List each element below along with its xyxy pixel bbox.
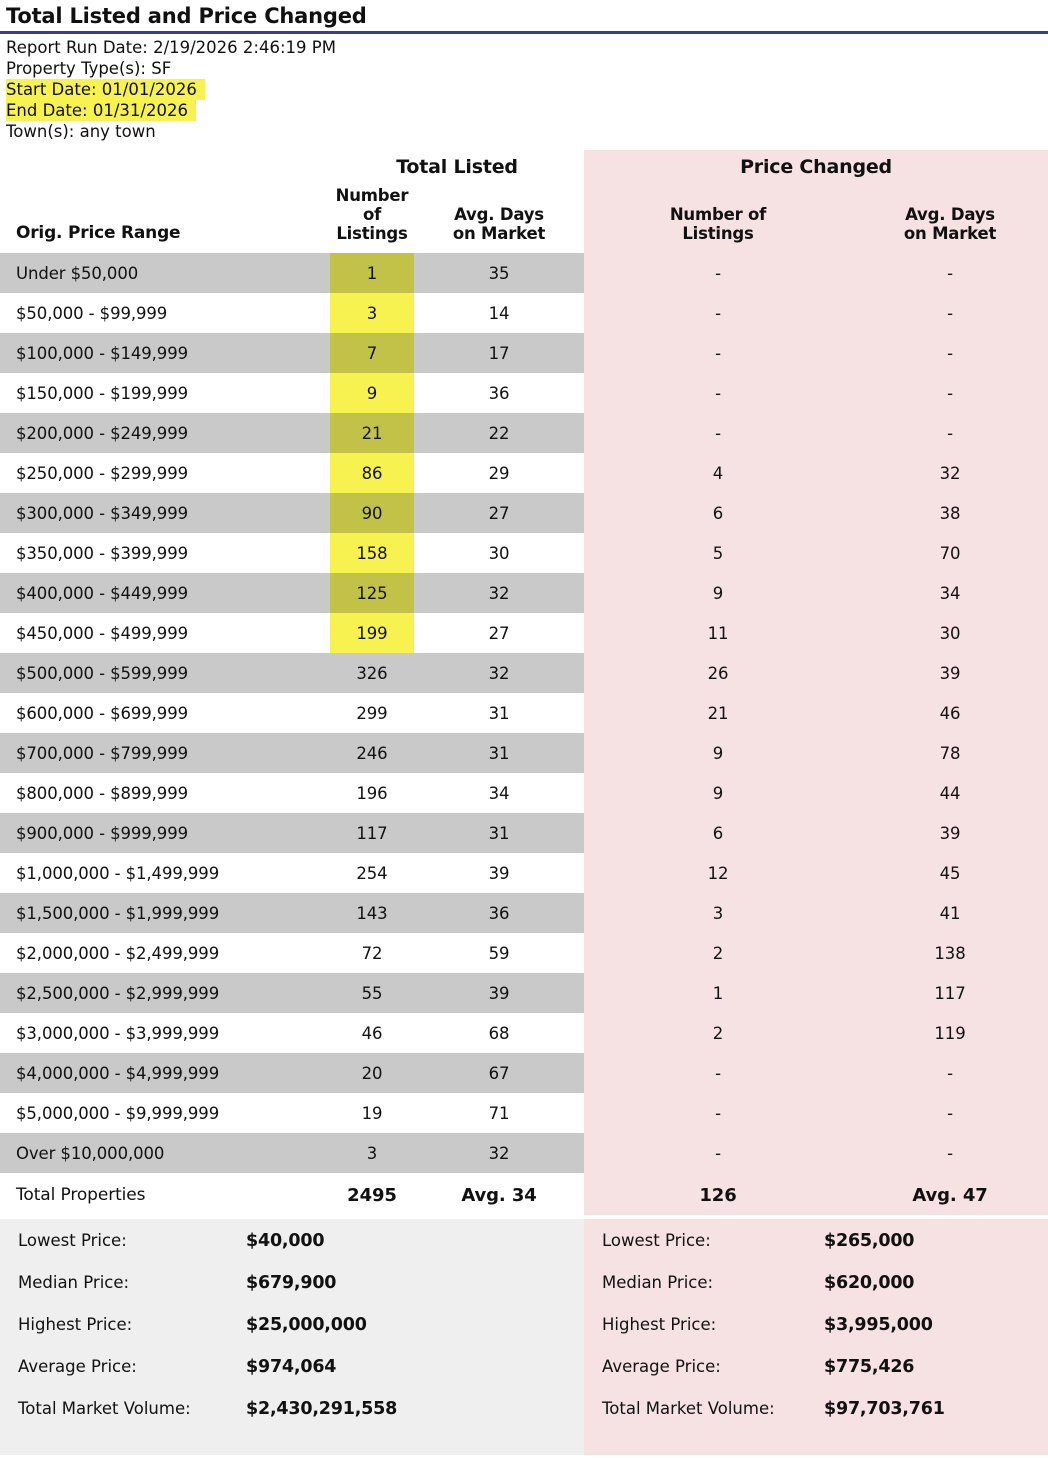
cell-total-listed-number: 55	[330, 973, 414, 1013]
cell-total-listed-days: 17	[414, 333, 584, 373]
cell-total-listed-days: 36	[488, 383, 510, 403]
column-header-price-range: Orig. Price Range	[16, 223, 181, 243]
table-row	[0, 773, 1048, 813]
cell-price-changed-number: 2	[712, 1023, 724, 1043]
cell-price-changed-days: 70	[939, 543, 961, 563]
cell-price-changed-number: 9	[712, 783, 724, 803]
cell-total-listed-days: 39	[488, 863, 510, 883]
summary-panels	[0, 1219, 1048, 1455]
summary-row-average	[0, 1357, 584, 1399]
cell-price-changed-number: 9	[712, 743, 724, 763]
title-divider	[0, 31, 1048, 34]
cell-price-changed-days: 45	[939, 863, 961, 883]
cell-price-changed-days: -	[947, 263, 953, 283]
cell-price-changed-number: 5	[712, 543, 724, 563]
cell-total-listed-number: 19	[361, 1103, 383, 1123]
summary-total-listed	[0, 1219, 584, 1455]
cell-price-changed-number: 6	[712, 823, 724, 843]
table-row	[0, 893, 1048, 933]
table-row	[0, 1053, 1048, 1093]
col-head-line2: on Market	[903, 224, 997, 243]
totals-price-changed-number: 126	[699, 1184, 737, 1206]
group-header-total-listed: Total Listed	[396, 156, 518, 178]
cell-total-listed-number: 3	[330, 293, 414, 333]
cell-total-listed-number: 7	[330, 333, 414, 373]
totals-label: Total Properties	[16, 1185, 146, 1205]
column-header-price-changed-number	[584, 186, 852, 253]
table-row	[0, 933, 1048, 973]
cell-total-listed-days: 31	[488, 703, 510, 723]
cell-price-range: $800,000 - $899,999	[16, 783, 189, 803]
table-row	[0, 733, 1048, 773]
cell-price-changed-days: 78	[939, 743, 961, 763]
cell-total-listed-number: 46	[361, 1023, 383, 1043]
cell-price-changed-number: -	[715, 423, 721, 443]
cell-total-listed-days: 22	[414, 413, 584, 453]
cell-price-changed-number: -	[715, 263, 721, 283]
cell-price-changed-number: 21	[707, 703, 729, 723]
cell-price-changed-days: -	[947, 343, 953, 363]
listings-table	[0, 150, 1048, 1217]
cell-total-listed-days: 35	[414, 253, 584, 293]
column-header-total-listed-days	[414, 186, 584, 253]
cell-price-range: $300,000 - $349,999	[0, 493, 330, 533]
summary-row-highest	[0, 1315, 584, 1357]
start-date-highlighted: Start Date: 01/01/2026	[6, 79, 205, 100]
summary-row-median	[584, 1273, 1048, 1315]
cell-price-changed-days: 39	[939, 823, 961, 843]
table-head	[0, 150, 1048, 253]
table-row	[0, 333, 1048, 373]
report-metadata	[0, 37, 1048, 142]
cell-price-range: Over $10,000,000	[0, 1133, 330, 1173]
cell-price-changed-number: 12	[707, 863, 729, 883]
cell-price-changed-number: 6	[712, 503, 724, 523]
cell-total-listed-days: 67	[414, 1053, 584, 1093]
summary-label-average: Average Price:	[602, 1357, 721, 1376]
cell-price-changed-days: 32	[939, 463, 961, 483]
table-row	[0, 253, 1048, 293]
property-types: Property Type(s): SF	[6, 59, 172, 78]
cell-price-changed-days: 38	[939, 503, 961, 523]
summary-value-lowest: $265,000	[824, 1231, 915, 1251]
cell-price-changed-number: -	[715, 1063, 721, 1083]
cell-price-changed-days: 30	[939, 623, 961, 643]
summary-label-volume: Total Market Volume:	[18, 1399, 191, 1418]
summary-row-volume	[0, 1399, 584, 1441]
cell-price-range: $400,000 - $449,999	[0, 573, 330, 613]
table-row	[0, 533, 1048, 573]
table-row	[0, 613, 1048, 653]
cell-price-changed-number: 3	[712, 903, 724, 923]
summary-label-average: Average Price:	[18, 1357, 137, 1376]
cell-price-range: $350,000 - $399,999	[16, 543, 189, 563]
cell-total-listed-days: 31	[414, 813, 584, 853]
cell-total-listed-days: 32	[414, 573, 584, 613]
towns: Town(s): any town	[6, 122, 156, 141]
cell-price-changed-days: 46	[939, 703, 961, 723]
table-row	[0, 853, 1048, 893]
cell-total-listed-number: 90	[330, 493, 414, 533]
column-header-price-changed-days	[852, 186, 1048, 253]
cell-price-changed-days: 34	[939, 583, 961, 603]
cell-price-changed-number: -	[715, 343, 721, 363]
table-row	[0, 973, 1048, 1013]
cell-price-range: $5,000,000 - $9,999,999	[16, 1103, 220, 1123]
col-head-line2: on Market	[452, 224, 546, 243]
cell-price-changed-days: 117	[934, 983, 966, 1003]
cell-price-changed-days: 41	[939, 903, 961, 923]
cell-total-listed-number: 3	[330, 1133, 414, 1173]
totals-price-changed-days: Avg. 47	[912, 1184, 988, 1206]
table-row	[0, 373, 1048, 413]
column-header-total-listed-number	[330, 186, 414, 253]
cell-total-listed-number: 326	[330, 653, 414, 693]
summary-label-lowest: Lowest Price:	[602, 1231, 711, 1250]
summary-label-highest: Highest Price:	[602, 1315, 717, 1334]
cell-price-range: $200,000 - $249,999	[0, 413, 330, 453]
cell-price-changed-number: -	[715, 303, 721, 323]
cell-price-changed-number: 2	[712, 943, 724, 963]
table-row	[0, 1133, 1048, 1173]
table-row	[0, 413, 1048, 453]
cell-total-listed-days: 32	[414, 1133, 584, 1173]
cell-total-listed-number: 20	[330, 1053, 414, 1093]
cell-price-range: $3,000,000 - $3,999,999	[16, 1023, 220, 1043]
cell-price-range: Under $50,000	[0, 253, 330, 293]
summary-value-highest: $25,000,000	[246, 1315, 367, 1335]
cell-total-listed-number: 158	[330, 533, 414, 573]
cell-total-listed-days: 27	[414, 493, 584, 533]
summary-label-highest: Highest Price:	[18, 1315, 133, 1334]
cell-price-changed-days: -	[947, 383, 953, 403]
cell-price-changed-number: 9	[712, 583, 724, 603]
cell-total-listed-days: 39	[414, 973, 584, 1013]
cell-price-changed-days: -	[947, 423, 953, 443]
table-body	[0, 253, 1048, 1217]
cell-total-listed-number: 254	[356, 863, 388, 883]
cell-total-listed-days: 71	[488, 1103, 510, 1123]
summary-value-average: $974,064	[246, 1357, 337, 1377]
summary-label-volume: Total Market Volume:	[602, 1399, 775, 1418]
end-date-highlighted: End Date: 01/31/2026	[6, 100, 196, 121]
cell-price-changed-number: 26	[707, 663, 729, 683]
summary-value-highest: $3,995,000	[824, 1315, 933, 1335]
summary-label-median: Median Price:	[18, 1273, 130, 1292]
summary-row-highest	[584, 1315, 1048, 1357]
cell-total-listed-days: 31	[414, 733, 584, 773]
cell-price-changed-number: -	[715, 1143, 721, 1163]
cell-total-listed-days: 14	[488, 303, 510, 323]
summary-value-median: $620,000	[824, 1273, 915, 1293]
cell-price-range: $900,000 - $999,999	[0, 813, 330, 853]
cell-total-listed-number: 125	[330, 573, 414, 613]
cell-price-changed-days: -	[947, 1143, 953, 1163]
totals-row	[0, 1173, 1048, 1217]
page-title: Total Listed and Price Changed	[6, 4, 367, 28]
cell-total-listed-number: 21	[330, 413, 414, 453]
cell-total-listed-number: 9	[330, 373, 414, 413]
cell-price-changed-days: -	[947, 303, 953, 323]
cell-total-listed-number: 143	[330, 893, 414, 933]
cell-total-listed-days: 34	[488, 783, 510, 803]
table-row	[0, 493, 1048, 533]
summary-row-lowest	[584, 1231, 1048, 1273]
cell-price-range: $450,000 - $499,999	[16, 623, 189, 643]
cell-total-listed-number: 1	[330, 253, 414, 293]
cell-price-range: $500,000 - $599,999	[0, 653, 330, 693]
cell-total-listed-days: 36	[414, 893, 584, 933]
summary-value-volume: $2,430,291,558	[246, 1399, 398, 1419]
group-header-price-changed: Price Changed	[740, 156, 892, 178]
table-row	[0, 1013, 1048, 1053]
table-row	[0, 1093, 1048, 1133]
cell-price-changed-days: 138	[934, 943, 966, 963]
summary-label-median: Median Price:	[602, 1273, 714, 1292]
cell-total-listed-days: 59	[488, 943, 510, 963]
report-run-date: Report Run Date: 2/19/2026 2:46:19 PM	[6, 38, 336, 57]
totals-total-listed-number: 2495	[347, 1184, 397, 1206]
summary-row-average	[584, 1357, 1048, 1399]
cell-price-changed-number: 4	[712, 463, 724, 483]
cell-price-changed-days: -	[947, 1063, 953, 1083]
summary-label-lowest: Lowest Price:	[18, 1231, 127, 1250]
cell-price-range: $150,000 - $199,999	[16, 383, 189, 403]
cell-total-listed-number: 86	[330, 453, 414, 493]
cell-total-listed-days: 30	[488, 543, 510, 563]
cell-price-range: $250,000 - $299,999	[16, 463, 189, 483]
summary-row-median	[0, 1273, 584, 1315]
cell-price-changed-days: 44	[939, 783, 961, 803]
cell-total-listed-days: 32	[414, 653, 584, 693]
cell-price-range: $1,500,000 - $1,999,999	[0, 893, 330, 933]
cell-price-changed-number: 1	[712, 983, 724, 1003]
cell-total-listed-days: 29	[488, 463, 510, 483]
summary-value-lowest: $40,000	[246, 1231, 325, 1251]
cell-price-range: $100,000 - $149,999	[0, 333, 330, 373]
cell-price-range: $600,000 - $699,999	[16, 703, 189, 723]
summary-row-lowest	[0, 1231, 584, 1273]
cell-price-range: $2,500,000 - $2,999,999	[0, 973, 330, 1013]
col-head-line1: Avg. Days	[454, 205, 544, 224]
summary-value-volume: $97,703,761	[824, 1399, 945, 1419]
summary-value-median: $679,900	[246, 1273, 337, 1293]
cell-total-listed-days: 27	[488, 623, 510, 643]
cell-price-range: $700,000 - $799,999	[0, 733, 330, 773]
cell-price-range: $4,000,000 - $4,999,999	[0, 1053, 330, 1093]
col-head-line1: Number of	[335, 186, 409, 224]
cell-price-changed-days: -	[947, 1103, 953, 1123]
cell-price-changed-number: 11	[707, 623, 729, 643]
summary-price-changed	[584, 1219, 1048, 1455]
cell-total-listed-number: 117	[330, 813, 414, 853]
col-head-line1: Avg. Days	[905, 205, 995, 224]
table-row	[0, 813, 1048, 853]
cell-price-changed-number: -	[715, 1103, 721, 1123]
cell-price-changed-days: 119	[934, 1023, 966, 1043]
cell-total-listed-number: 72	[361, 943, 383, 963]
totals-total-listed-days: Avg. 34	[461, 1184, 537, 1206]
col-head-line1: Number of	[669, 205, 767, 224]
cell-total-listed-number: 196	[356, 783, 388, 803]
cell-total-listed-number: 246	[330, 733, 414, 773]
col-head-line2: Listings	[682, 224, 754, 243]
cell-price-changed-number: -	[715, 383, 721, 403]
table-row	[0, 653, 1048, 693]
cell-total-listed-days: 68	[488, 1023, 510, 1043]
summary-value-average: $775,426	[824, 1357, 915, 1377]
summary-row-volume	[584, 1399, 1048, 1441]
table-row	[0, 453, 1048, 493]
table-row	[0, 693, 1048, 733]
table-row	[0, 573, 1048, 613]
col-head-line2: Listings	[336, 224, 408, 243]
cell-price-range: $1,000,000 - $1,499,999	[16, 863, 220, 883]
cell-price-changed-days: 39	[939, 663, 961, 683]
group-header-row	[0, 150, 1048, 186]
table-row	[0, 293, 1048, 333]
cell-price-range: $50,000 - $99,999	[16, 303, 168, 323]
group-header-spacer	[0, 150, 330, 186]
cell-price-range: $2,000,000 - $2,499,999	[16, 943, 220, 963]
cell-total-listed-number: 199	[330, 613, 414, 653]
report-table-wrapper	[0, 150, 1048, 1217]
column-header-row	[0, 186, 1048, 253]
cell-total-listed-number: 299	[356, 703, 388, 723]
